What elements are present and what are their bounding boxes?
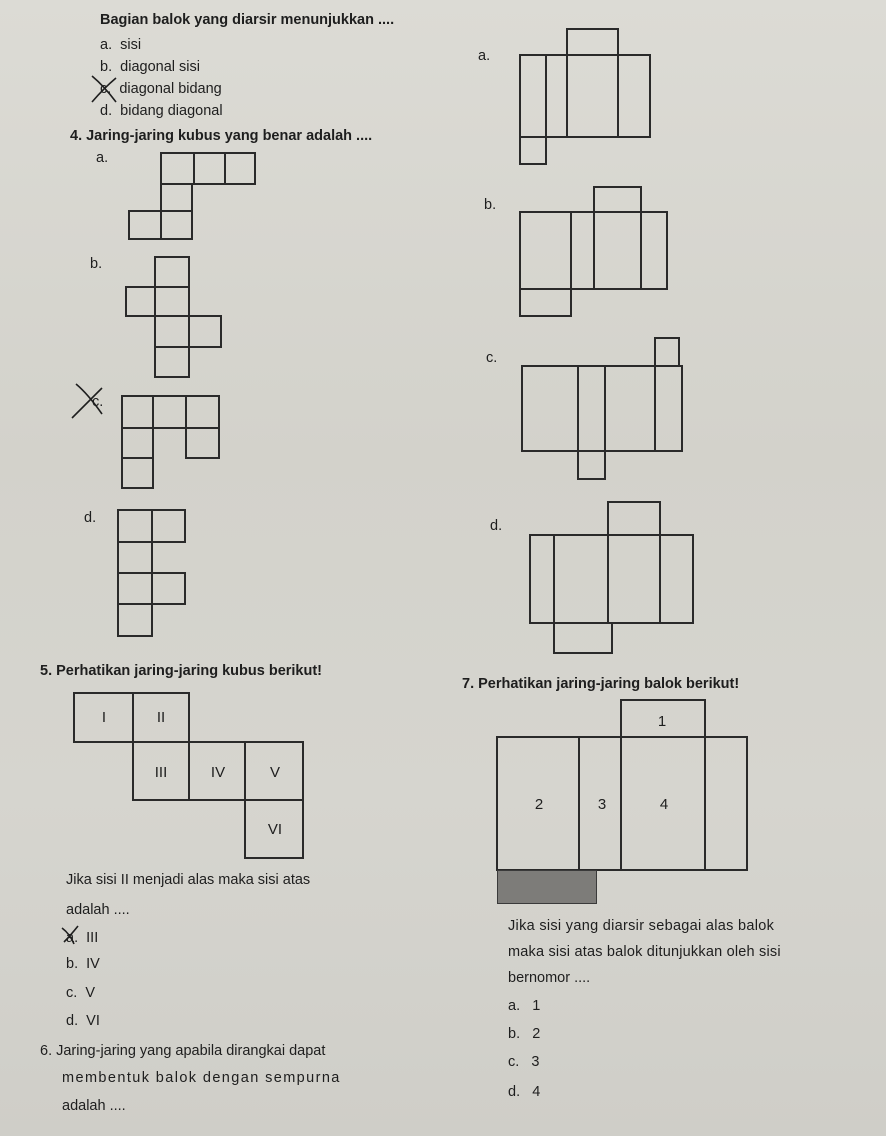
- option-text: 3: [531, 1054, 540, 1070]
- face-label-I: I: [101, 709, 107, 726]
- net-square: [186, 396, 219, 428]
- net-square: [155, 287, 189, 316]
- option-text: VI: [86, 1013, 100, 1029]
- net-square: [118, 604, 152, 636]
- face-label-III: III: [154, 764, 168, 781]
- net-square: [186, 428, 219, 458]
- option-text: diagonal sisi: [120, 59, 200, 75]
- net-square: [122, 428, 153, 458]
- q5-stem: 5. Perhatikan jaring-jaring kubus berikut!: [40, 663, 323, 679]
- option-letter: c.: [508, 1054, 520, 1070]
- face-label-II: II: [156, 709, 166, 726]
- net-square: [578, 451, 605, 479]
- net-square: [155, 347, 189, 377]
- net-square: [594, 212, 641, 289]
- q3-answer-cross-mark: [86, 72, 126, 108]
- face-label-IV: IV: [210, 764, 226, 781]
- net-square: [161, 184, 192, 211]
- net-square: [520, 212, 571, 289]
- face-label-2: 2: [534, 796, 544, 813]
- face-label-4: 4: [659, 796, 669, 813]
- net-square: [608, 502, 660, 535]
- option-text: bidang diagonal: [120, 103, 223, 119]
- q7-option-d[interactable]: [508, 1084, 540, 1100]
- option-letter: b.: [508, 1026, 521, 1042]
- face-label-1: 1: [657, 713, 667, 730]
- q7-stem: 7. Perhatikan jaring-jaring balok berikut!: [462, 676, 740, 692]
- q5-question-line1: Jika sisi II menjadi alas maka sisi atas: [66, 872, 311, 888]
- option-letter: d.: [100, 103, 113, 119]
- net-square: [605, 366, 655, 451]
- net-square: [594, 187, 641, 212]
- net-square: [118, 542, 152, 573]
- net-square: [153, 396, 186, 428]
- face-label-VI: VI: [267, 821, 283, 838]
- option-letter: a.: [66, 930, 79, 946]
- option-letter: d.: [508, 1084, 521, 1100]
- option-text: 4: [532, 1084, 541, 1100]
- net-square: [152, 573, 185, 604]
- net-square: [161, 211, 192, 239]
- q6-label-d: d.: [490, 518, 503, 534]
- q5-option-d[interactable]: [66, 1013, 100, 1029]
- option-letter: c.: [66, 985, 78, 1001]
- q3-stem: Bagian balok yang diarsir menunjukkan ....: [100, 12, 395, 28]
- q5-answer-cross-mark: [58, 922, 84, 948]
- option-text: sisi: [120, 37, 142, 53]
- q6-label-c: c.: [486, 350, 498, 366]
- net-square: [618, 55, 650, 137]
- net-square: [155, 316, 189, 347]
- option-letter: b.: [66, 956, 79, 972]
- q4-stem: 4. Jaring-jaring kubus yang benar adalah ....: [70, 128, 373, 144]
- net-square: [126, 287, 155, 316]
- option-letter: d.: [66, 1013, 79, 1029]
- q4-answer-cross-mark: [66, 380, 114, 422]
- q7-option-c[interactable]: [508, 1054, 539, 1070]
- q4-left-label-d: d.: [84, 510, 97, 526]
- net-square: [705, 737, 747, 870]
- net-square: [660, 535, 693, 623]
- net-square: [152, 510, 185, 542]
- net-square: [567, 55, 618, 137]
- option-text: IV: [86, 956, 100, 972]
- net-square: [155, 257, 189, 287]
- q5-question-line2: adalah ....: [66, 902, 130, 918]
- net-square: [194, 153, 225, 184]
- option-text: 2: [532, 1026, 541, 1042]
- q3-option-a[interactable]: [100, 37, 141, 53]
- q6-stem-line2: membentuk balok dengan sempurna: [62, 1070, 341, 1086]
- q6-stem-line3: adalah ....: [62, 1098, 126, 1114]
- net-square: [546, 55, 567, 137]
- option-letter: a.: [508, 998, 521, 1014]
- shaded-base-face: [497, 870, 597, 904]
- net-square: [522, 366, 578, 451]
- option-text: 1: [532, 998, 541, 1014]
- q7-option-b[interactable]: [508, 1026, 540, 1042]
- q7-option-a[interactable]: [508, 998, 540, 1014]
- net-square: [122, 396, 153, 428]
- net-square: [520, 137, 546, 164]
- q7-question-line3: bernomor ....: [508, 970, 591, 986]
- net-square: [161, 153, 194, 184]
- net-square: [118, 573, 152, 604]
- q6-label-a: a.: [478, 48, 491, 64]
- net-square: [571, 212, 594, 289]
- q6-stem-line1: 6. Jaring-jaring yang apabila dirangkai dapat: [40, 1043, 326, 1059]
- option-text: diagonal bidang: [119, 81, 222, 97]
- option-letter: a.: [100, 37, 113, 53]
- net-square: [608, 535, 660, 623]
- q7-question-line2: maka sisi atas balok ditunjukkan oleh sisi: [508, 944, 781, 960]
- net-square: [225, 153, 255, 184]
- q6-label-b: b.: [484, 197, 497, 213]
- net-square: [189, 316, 221, 347]
- net-square: [578, 366, 605, 451]
- q4-left-label-b: b.: [90, 256, 103, 272]
- net-square: [129, 211, 161, 239]
- net-square: [122, 458, 153, 488]
- option-letter: b.: [100, 59, 113, 75]
- net-square: [118, 510, 152, 542]
- net-square: [641, 212, 667, 289]
- net-square: [567, 29, 618, 55]
- q7-question-line1: Jika sisi yang diarsir sebagai alas balok: [508, 918, 775, 934]
- net-square: [520, 55, 546, 137]
- net-square: [655, 366, 682, 451]
- net-square: [554, 623, 612, 653]
- net-square: [530, 535, 554, 623]
- face-label-V: V: [269, 764, 280, 781]
- option-letter: c.: [100, 81, 112, 97]
- option-text: V: [85, 985, 96, 1001]
- net-square: [520, 289, 571, 316]
- q5-option-c[interactable]: [66, 985, 95, 1001]
- q5-option-b[interactable]: [66, 956, 100, 972]
- net-square: [554, 535, 608, 623]
- q4-left-label-a: a.: [96, 150, 109, 166]
- option-text: III: [86, 930, 99, 946]
- face-label-3: 3: [597, 796, 607, 813]
- q4-left-label-c: c.: [92, 394, 104, 410]
- net-square: [655, 338, 679, 366]
